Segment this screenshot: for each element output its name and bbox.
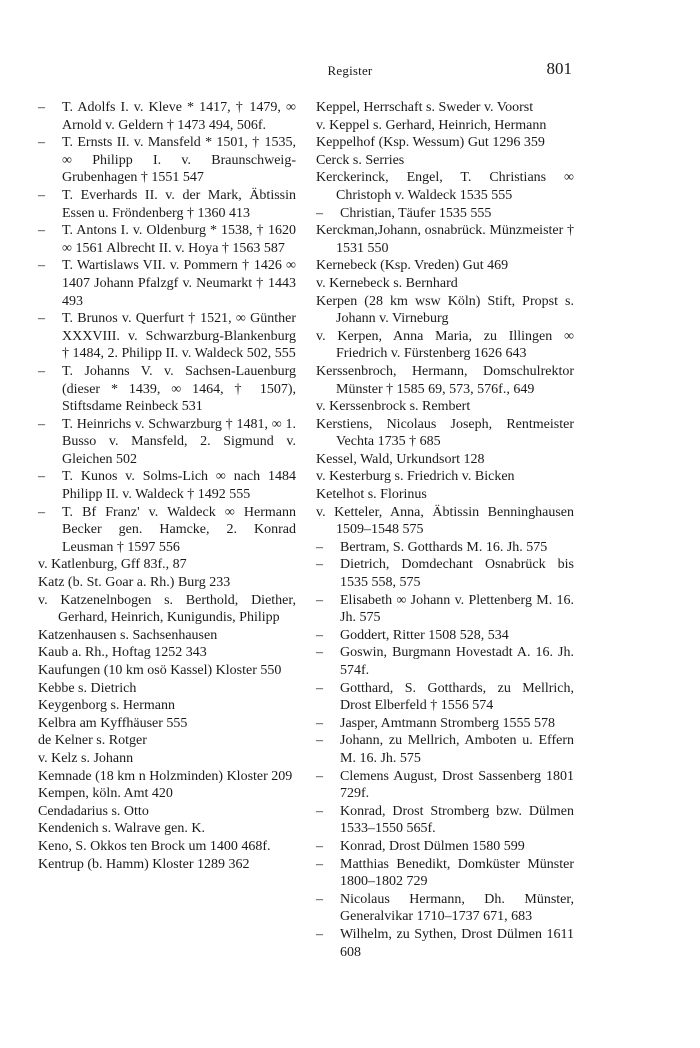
subentry-dash: – [316, 838, 323, 854]
index-subentry [316, 803, 574, 838]
subentry-dash: – [316, 768, 323, 784]
subentry-dash: – [316, 205, 323, 221]
subentry-dash: – [316, 715, 323, 731]
subentry-dash: – [38, 135, 45, 151]
entry-text: v. Kesterburg s. Friedrich v. Bicken [316, 469, 515, 485]
index-entry [38, 838, 296, 856]
index-entry [316, 99, 574, 117]
index-subentry [316, 768, 574, 803]
subentry-dash: – [316, 627, 323, 643]
index-subentry [316, 539, 574, 557]
entry-text: Kerpen (28 km wsw Köln) Stift, Propst s. Johann v. Virneburg [316, 293, 574, 327]
index-entry [38, 592, 296, 627]
index-subentry [38, 257, 296, 310]
entry-text: Kebbe s. Dietrich [38, 680, 137, 696]
subentry-dash: – [316, 557, 323, 573]
index-entry [316, 275, 574, 293]
index-entry [38, 856, 296, 874]
index-entry [316, 134, 574, 152]
entry-text: T. Everhards II. v. der Mark, Äbtissin Essen u. Fröndenberg † 1360 413 [62, 187, 296, 221]
index-entry [38, 556, 296, 574]
entry-text: Kessel, Wald, Urkundsort 128 [316, 451, 485, 467]
entry-text: T. Wartislaws VII. v. Pommern † 1426 ∞ 1407 Johann Pfalzgf v. Neumarkt † 1443 493 [62, 258, 296, 309]
entry-text: Cendadarius s. Otto [38, 803, 149, 819]
entry-text: Matthias Benedikt, Domküster Münster 1800–1802 729 [340, 856, 574, 890]
subentry-dash: – [38, 311, 45, 327]
entry-text: v. Keppel s. Gerhard, Heinrich, Hermann [316, 117, 547, 133]
entry-text: T. Heinrichs v. Schwarzburg † 1481, ∞ 1. Busso v. Mansfeld, 2. Sigmund v. Gleichen 502 [62, 416, 296, 467]
index-entry [38, 785, 296, 803]
entry-text: Keno, S. Okkos ten Brock um 1400 468f. [38, 838, 271, 854]
entry-text: Nicolaus Hermann, Dh. Münster, Generalvikar 1710–1737 671, 683 [340, 891, 574, 925]
index-entry [316, 398, 574, 416]
index-subentry [316, 838, 574, 856]
entry-text: Kerckman,Johann, osnabrück. Münzmeister † 1531 550 [316, 223, 574, 256]
entry-text: Gotthard, S. Gotthards, zu Mellrich, Drost Elberfeld † 1556 574 [340, 680, 574, 714]
index-subentry [316, 627, 574, 645]
index-subentry [316, 891, 574, 926]
index-entry [316, 486, 574, 504]
entry-text: Kerstiens, Nicolaus Joseph, Rentmeister Vechta 1735 † 685 [316, 416, 574, 450]
entry-text: Bertram, S. Gotthards M. 16. Jh. 575 [340, 539, 548, 555]
entry-text: de Kelner s. Rotger [38, 733, 147, 749]
index-subentry [38, 222, 296, 257]
entry-text: Wilhelm, zu Sythen, Drost Dülmen 1611 608 [340, 926, 574, 960]
index-entry [38, 715, 296, 733]
index-subentry [38, 134, 296, 187]
index-entry [316, 504, 574, 539]
subentry-dash: – [316, 856, 323, 872]
index-entry [38, 768, 296, 786]
subentry-dash: – [316, 539, 323, 555]
index-entry [316, 222, 574, 257]
index-subentry [38, 187, 296, 222]
entry-text: Ketelhot s. Florinus [316, 487, 427, 503]
index-entry [316, 257, 574, 275]
index-entry [316, 363, 574, 398]
index-subentry [38, 310, 296, 363]
entry-text: v. Ketteler, Anna, Äbtissin Benninghausen 1509–1548 575 [316, 504, 574, 538]
entry-text: Kaub a. Rh., Hoftag 1252 343 [38, 645, 207, 661]
entry-text: Kelbra am Kyffhäuser 555 [38, 715, 188, 731]
entry-text: T. Johanns V. v. Sachsen-Lauenburg (dieser * 1439, ∞ 1464, † 1507), Stiftsdame Reinbeck 531 [62, 363, 296, 415]
index-subentry [316, 715, 574, 733]
index-entry [38, 803, 296, 821]
subentry-dash: – [316, 680, 323, 696]
entry-text: v. Katlenburg, Gff 83f., 87 [38, 557, 187, 573]
entry-text: Keppelhof (Ksp. Wessum) Gut 1296 359 [316, 135, 545, 151]
entry-text: T. Kunos v. Solms-Lich ∞ nach 1484 Philipp II. v. Waldeck † 1492 555 [62, 469, 296, 503]
index-entry [316, 328, 574, 363]
index-subentry [316, 205, 574, 223]
index-column-left [38, 99, 296, 873]
entry-text: Konrad, Drost Dülmen 1580 599 [340, 838, 525, 854]
subentry-dash: – [316, 891, 323, 907]
index-entry [38, 820, 296, 838]
index-subentry [38, 99, 296, 134]
index-entry [38, 627, 296, 645]
subentry-dash: – [316, 645, 323, 661]
subentry-dash: – [316, 592, 323, 608]
entry-text: Katz (b. St. Goar a. Rh.) Burg 233 [38, 575, 231, 591]
entry-text: Katzenhausen s. Sachsenhausen [38, 627, 218, 643]
index-entry [316, 169, 574, 204]
entry-text: T. Antons I. v. Oldenburg * 1538, † 1620 ∞ 1561 Albrecht II. v. Hoya † 1563 587 [62, 223, 296, 256]
entry-text: Kemnade (18 km n Holzminden) Kloster 209 [38, 768, 293, 784]
entry-text: Keygenborg s. Hermann [38, 698, 175, 714]
subentry-dash: – [316, 803, 323, 819]
entry-text: Johann, zu Mellrich, Amboten u. Effern M. 16. Jh. 575 [340, 733, 574, 766]
entry-text: v. Kerssenbrock s. Rembert [316, 399, 471, 415]
index-subentry [38, 468, 296, 503]
entry-text: Kerssenbroch, Hermann, Domschulrektor Münster † 1585 69, 573, 576f., 649 [316, 363, 574, 397]
index-entry [316, 117, 574, 135]
entry-text: T. Bf Franz' v. Waldeck ∞ Hermann Becker gen. Hamcke, 2. Konrad Leusman † 1597 556 [62, 504, 296, 555]
index-entry [316, 468, 574, 486]
subentry-dash: – [316, 733, 323, 749]
page-number: 801 [546, 59, 572, 78]
subentry-dash: – [38, 504, 45, 520]
entry-text: Goddert, Ritter 1508 528, 534 [340, 627, 509, 643]
entry-text: Clemens August, Drost Sassenberg 1801 729f. [340, 768, 574, 802]
entry-text: v. Kelz s. Johann [38, 750, 134, 766]
index-entry [316, 152, 574, 170]
entry-text: Kendenich s. Walrave gen. K. [38, 821, 205, 837]
entry-text: Kempen, köln. Amt 420 [38, 786, 173, 802]
subentry-dash: – [38, 187, 45, 203]
entry-text: Cerck s. Serries [316, 152, 405, 168]
entry-text: Kentrup (b. Hamm) Kloster 1289 362 [38, 856, 250, 872]
index-entry [38, 697, 296, 715]
index-entry [38, 750, 296, 768]
entry-text: Kaufungen (10 km osö Kassel) Kloster 550 [38, 663, 282, 678]
subentry-dash: – [38, 100, 45, 115]
index-subentry [316, 926, 574, 961]
subentry-dash: – [38, 223, 45, 239]
entry-text: Kerckerinck, Engel, T. Christians ∞ Christoph v. Waldeck 1535 555 [316, 170, 574, 203]
index-column-right [316, 99, 574, 961]
index-entry [316, 293, 574, 328]
subentry-dash: – [316, 926, 323, 942]
entry-text: v. Kerpen, Anna Maria, zu Illingen ∞ Friedrich v. Fürstenberg 1626 643 [316, 328, 574, 362]
entry-text: Kernebeck (Ksp. Vreden) Gut 469 [316, 258, 509, 274]
entry-text: T. Brunos v. Querfurt † 1521, ∞ Günther XXXVIII. v. Schwarzburg-Blankenburg † 1484, 2. Philipp II. v. Waldeck 502, 555 [62, 311, 296, 362]
subentry-dash: – [38, 258, 45, 274]
index-subentry [38, 416, 296, 469]
entry-text: Goswin, Burgmann Hovestadt A. 16. Jh. 574f. [340, 645, 574, 678]
entry-text: Christian, Täufer 1535 555 [340, 205, 492, 221]
index-subentry [38, 363, 296, 416]
entry-text: Keppel, Herrschaft s. Sweder v. Voorst [316, 100, 534, 115]
index-subentry [316, 856, 574, 891]
running-header: Register [327, 63, 373, 78]
index-entry [38, 574, 296, 592]
subentry-dash: – [38, 469, 45, 485]
index-subentry [316, 732, 574, 767]
index-entry [316, 416, 574, 451]
subentry-dash: – [38, 416, 45, 432]
entry-text: Dietrich, Domdechant Osnabrück bis 1535 558, 575 [340, 557, 574, 591]
index-subentry [316, 644, 574, 679]
subentry-dash: – [38, 363, 45, 379]
entry-text: Elisabeth ∞ Johann v. Plettenberg M. 16. Jh. 575 [340, 592, 574, 626]
index-entry [38, 644, 296, 662]
entry-text: v. Katzenelnbogen s. Berthold, Diether, Gerhard, Heinrich, Kunigundis, Philipp [38, 592, 296, 626]
entry-text: Jasper, Amtmann Stromberg 1555 578 [340, 715, 555, 731]
index-entry [316, 451, 574, 469]
entry-text: Konrad, Drost Stromberg bzw. Dülmen 1533–1550 565f. [340, 803, 574, 837]
index-entry [38, 680, 296, 698]
index-subentry [38, 504, 296, 557]
entry-text: T. Ernsts II. v. Mansfeld * 1501, † 1535, ∞ Philipp I. v. Braunschweig-Grubenhagen † 1551 547 [62, 135, 296, 186]
entry-text: v. Kernebeck s. Bernhard [316, 275, 458, 291]
index-subentry [316, 556, 574, 591]
index-entry [38, 732, 296, 750]
index-entry [38, 662, 296, 680]
entry-text: T. Adolfs I. v. Kleve * 1417, † 1479, ∞ Arnold v. Geldern † 1473 494, 506f. [62, 100, 296, 133]
index-subentry [316, 592, 574, 627]
index-subentry [316, 680, 574, 715]
